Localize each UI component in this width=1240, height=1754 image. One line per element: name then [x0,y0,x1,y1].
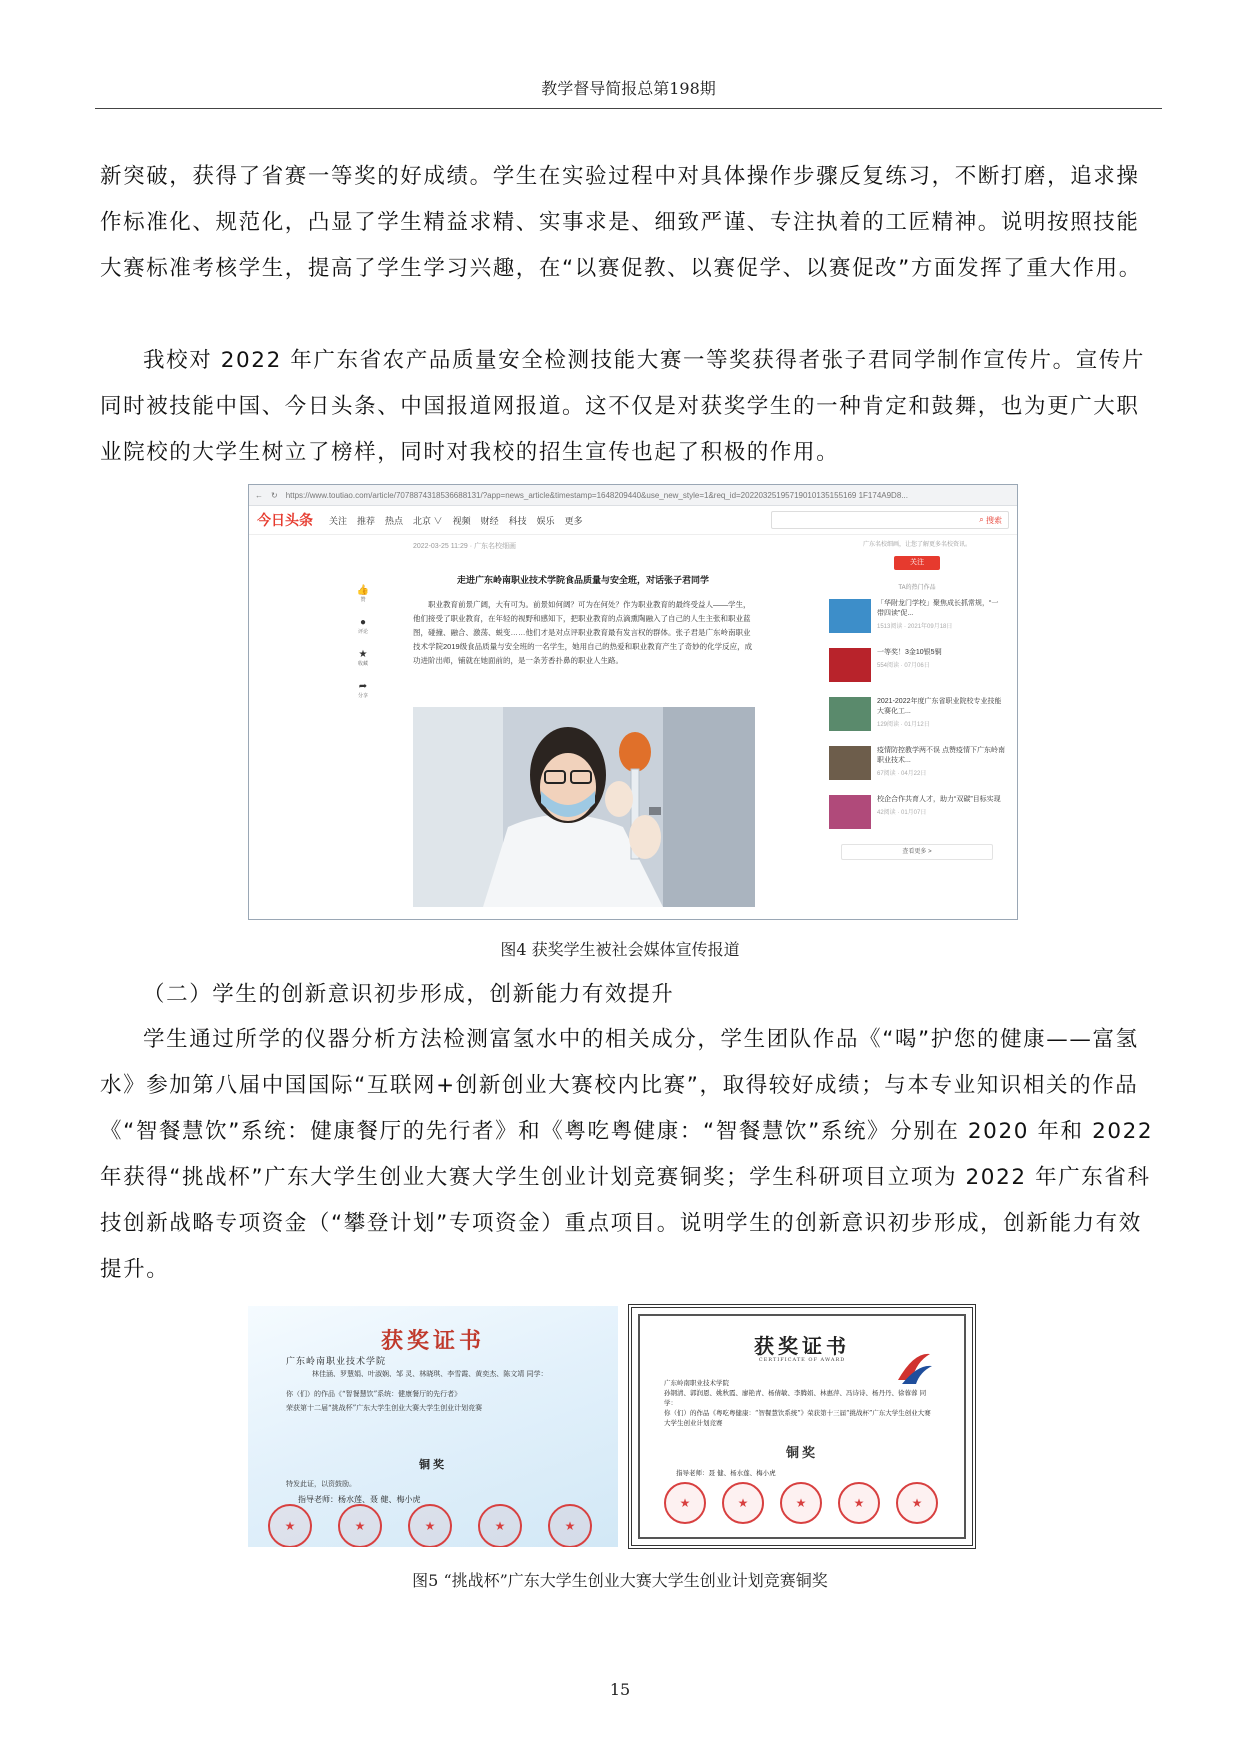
popular-work-title: 疫情防控教学两不误 点赞疫情下广东岭南职业技术... [877,747,1005,764]
nav-link: 关注 [329,515,348,526]
article [413,541,753,668]
certificate-left [248,1306,618,1547]
certificate-title: 获奖证书 [380,1328,485,1354]
figure4-caption: 图4 获奖学生被社会媒体宣传报道 [500,940,740,959]
nav-link: 视频 [452,515,471,526]
comment-icon: ● [359,617,367,628]
follow-button: 关注 [894,556,940,570]
browser-address-bar [249,485,1017,506]
certificate-right [624,1300,980,1553]
certificate-honor: 荣获第十二届“挑战杯”广东大学生创业大赛大学生创业计划竞赛 [286,1404,483,1412]
official-seal-icon: ★ [664,1482,706,1524]
certificate-students: 林佳涵、罗慧娟、叶淑娴、邹 灵、林晓琪、李雪霞、黄奕杰、陈文靖 同学： [312,1370,548,1378]
nav-link: 娱乐 [536,515,555,526]
popular-work-title: 校企合作共育人才，助力“双碳”目标实现 [877,796,1001,803]
toutiao-nav-bar [249,506,1017,535]
rail-item [358,681,368,699]
official-seal-icon: ★ [780,1482,822,1524]
header-divider [95,108,1162,109]
rail-item [358,617,368,635]
popular-work-title: 「华附龙门学校」聚焦成长抓常规，“一带四读”促... [877,600,999,617]
article-meta: 2022-03-25 11:29 · 广东名校细画 [413,543,516,550]
popular-work-item [829,648,1005,688]
share-icon: ➦ [358,681,368,692]
article-title: 走进广东岭南职业技术学院食品质量与安全班，对话张子君同学 [456,575,709,585]
certificate-body [664,1378,934,1428]
page-number: 15 [609,1680,631,1699]
popular-work-meta: 42阅读 · 01月07日 [877,810,927,816]
popular-work-thumbnail [829,746,871,780]
rail-label: 评论 [357,629,368,635]
certificate-teachers: 指导老师：杨水莲、聂 健、梅小虎 [298,1495,421,1504]
rail-label: 赞 [360,597,366,603]
popular-work-thumbnail [829,648,871,682]
nav-links [329,514,583,527]
section-heading: （二）学生的创新意识初步形成，创新能力有效提升 [143,982,675,1007]
nav-link: 财经 [480,515,499,526]
certificate-encourage: 特发此证，以资鼓励。 [286,1480,356,1488]
popular-works-heading: TA的热门作品 [898,585,936,591]
author-notice: 广东名校细画，让您了解更多名校资讯。 [862,542,971,548]
certificate-subtitle: CERTIFICATE OF AWARD [758,1357,846,1363]
page-header: 教学督导简报总第198期 [541,79,716,98]
official-seal-icon: ★ [478,1504,522,1547]
popular-work-item [829,795,1005,835]
rail-label: 分享 [357,693,368,699]
certificate-students: 孙钢清、郭润恩、姚秋霞、廖艳青、杨倩敏、李腾娟、林惠萍、冯诗诗、杨丹丹、徐蓉蓉 同学： [664,1389,927,1407]
back-icon: ← [255,490,263,500]
nav-link: 更多 [564,515,583,526]
favorite-icon: ★ [358,649,368,660]
official-seal-icon: ★ [722,1482,764,1524]
lab-student-illustration [413,707,755,907]
view-more-button: 查看更多 > [841,844,993,860]
nav-link: 科技 [508,515,527,526]
paragraph-1: 新突破，获得了省赛一等奖的好成绩。学生在实验过程中对具体操作步骤反复练习，不断打磨，追求操作标准化、规范化，凸显了学生精益求精、实事求是、细致严谨、专注执着的工匠精神。说明按照技能大赛标准考核学生，提高了学生学习兴趣，在“以赛促教、以赛促学、以赛促改”方面发挥了重大作用。 [100,164,1142,281]
official-seal-icon: ★ [338,1504,382,1547]
certificate-institution: 广东岭南职业技术学院 [664,1379,729,1387]
popular-work-thumbnail [829,697,871,731]
certificate-institution: 广东岭南职业技术学院 [286,1357,387,1367]
nav-link: 热点 [385,515,404,526]
official-seal-icon: ★ [268,1504,312,1547]
official-seal-icon: ★ [896,1482,938,1524]
popular-work-item [829,697,1005,737]
popular-work-thumbnail [829,599,871,633]
popular-work-item [829,746,1005,786]
search-box [771,511,1009,529]
popular-work-meta: 67阅读 · 04月22日 [877,771,927,777]
popular-work-meta: 554阅读 · 07月06日 [877,663,930,669]
paragraph-3: 学生通过所学的仪器分析方法检测富氢水中的相关成分，学生团队作品《“喝”护您的健康——富氢水》参加第八届中国国际“互联网+创新创业大赛校内比赛”，取得较好成绩；与本专业知识相关的作品《“智餐慧饮”系统：健康餐厅的先行者》和《粤吃粤健康：“智餐慧饮”系统》分别在 2020 年和 2022 年获得“挑战杯”广东大学生创业大赛大学生创业计划竞赛铜奖；学生科研项目立项为 2022 年广东省科技创新战略专项资金（“攀登计划”专项资金）重点项目。说明学生的创新意识初步形成，创新能力有效提升。 [100,1027,1154,1282]
nav-link: 北京 ∨ [413,515,443,526]
author-sidebar [829,541,1005,860]
certificate-award: 铜奖 [419,1458,447,1471]
toutiao-screenshot [248,484,1018,920]
article-body: 职业教育前景广阔，大有可为。前景如何阔？可为在何处？作为职业教育的最终受益人——学生，他们接受了职业教育，在年轻的视野和感知下，把职业教育的点滴熏陶融入了自己的人生主张和职业蓝图，碰撞、融合、激荡、蜕变……他们才是对点评职业教育最有发言权的群体。张子君是广东岭南职业技术学院2019级食品质量与安全班的一名学生，她用自己的热爱和职业教育产生了奇妙的化学反应，成功进阶出师，铺就在她面前的，是一条芳香扑鼻的职业人生路。 [413,600,753,665]
paragraph-2: 我校对 2022 年广东省农产品质量安全检测技能大赛一等奖获得者张子君同学制作宣传片。宣传片同时被技能中国、今日头条、中国报道网报道。这不仅是对获奖学生的一种肯定和鼓舞，也为更广大职业院校的大学生树立了榜样，同时对我校的招生宣传也起了积极的作用。 [100,348,1145,465]
official-seal-icon: ★ [838,1482,880,1524]
popular-work-title: 2021-2022年度广东省职业院校专业技能大赛化工... [877,698,1002,715]
search-label: 搜索 [986,515,1002,525]
article-action-rail [351,585,375,699]
popular-works-list [829,599,1005,835]
rail-item [357,585,369,603]
like-icon: 👍 [356,585,370,596]
certificate-title: 获奖证书 [754,1334,850,1358]
popular-work-thumbnail [829,795,871,829]
certificate-work: 你（们）的作品《粤吃粤健康：“智餐慧饮系统”》荣获第十三届“挑战杯”广东大学生创业大赛大学生创业计划竞赛 [664,1409,931,1427]
popular-work-item [829,599,1005,639]
lab-student-photo [413,707,755,907]
certificate-teachers: 指导老师：聂 健、杨水莲、梅小虎 [676,1469,776,1477]
url-text: https://www.toutiao.com/article/7078874318536688131/?app=news_article&timestamp=1648209440&use_new_style=1&req_id=20220325195719010135155169 1F174A9D8... [285,490,908,500]
refresh-icon: ↻ [271,490,278,500]
popular-work-title: 一等奖！3金10银5铜 [877,649,942,656]
certificate-work: 你（们）的作品《“智餐慧饮”系统：健康餐厅的先行者》 [286,1390,462,1398]
search-icon: ⌕ [979,515,984,524]
popular-work-meta: 129阅读 · 01月12日 [877,722,930,728]
rail-label: 收藏 [357,661,368,667]
nav-link: 推荐 [357,515,376,526]
rail-item [358,649,368,667]
official-seal-icon: ★ [548,1504,592,1547]
popular-work-meta: 1513阅读 · 2021年09月18日 [877,624,953,630]
official-seal-icon: ★ [408,1504,452,1547]
certificate-award: 铜奖 [785,1446,818,1461]
figure5-caption: 图5 “挑战杯”广东大学生创业大赛大学生创业计划竞赛铜奖 [412,1571,828,1590]
toutiao-logo: 今日头条 [257,512,313,528]
